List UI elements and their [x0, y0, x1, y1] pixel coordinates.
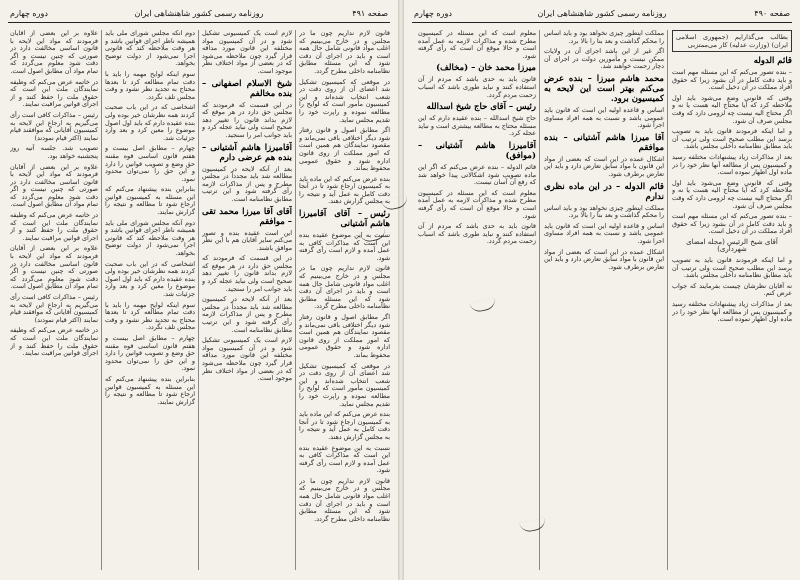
paragraph: قانون باید به حدی باشد که مردم از آن استفاده کنند و نباید طوری باشد که اسباب زحمت مردم گردد. — [418, 75, 536, 99]
paragraph: بنده عرض می‌کنم که این ماده باید به کمیسیون ارجاع شود تا در آنجا دقت کامل به عمل آید و نتیجه را به مجلس گزارش دهند. — [299, 410, 390, 441]
paragraph: اساس و قاعده اولیه این است که قانون باید عمومی باشد و نسبت به همه افراد مساوی اجرا شود. — [544, 221, 664, 245]
paragraph: اگر غیر از این باشد اجرای آن در ولایات ممکن نیست و مأمورین دولت در اجرای آن دچار زحمت خواهند شد. — [544, 47, 664, 71]
binding-gutter — [398, 0, 404, 580]
paragraph: – بنده تصور می‌کنم که این مسئله مهم است و باید دقت کامل در آن بشود زیرا که حقوق افراد مملکت در آن دخیل است. — [672, 68, 792, 92]
speaker-heading: رئیس – آقای آقامیرزا هاشم آشتیانی — [299, 209, 390, 230]
speaker-heading: آقامیرزا هاشم آشتیانی – بنده هم عرضی دارم — [202, 142, 292, 163]
right-column-1 — [672, 30, 792, 570]
left-page-number: صفحه ۴۹۱ — [352, 9, 388, 18]
speaker-heading: آقامیرزا هاشم آشتیانی – (موافق) — [418, 140, 536, 161]
paragraph: معلوم است که این مسئله در کمیسیون مطرح شده و مذاکرات لازمه به عمل آمده است و حالا موقع آن است که رأی گرفته شود. — [418, 188, 536, 220]
paragraph: اشکال عمده در این است که بعضی از مواد این قانون با مواد سابق تعارض دارد و باید این تعارض برطرف شود. — [544, 154, 664, 178]
right-page — [406, 0, 798, 580]
left-column-1 — [299, 30, 390, 570]
left-column-4 — [10, 30, 98, 570]
speaker-heading: میرزا محمد خان – (مخالف) — [436, 63, 536, 74]
paragraph: اساس و قاعده اولیه این است که قانون باید عمومی باشد و نسبت به همه افراد مساوی اجرا شود. — [544, 105, 664, 130]
paragraph: قانون لازم نداریم چون ما در مجلس و در خارج می‌بینیم که اغلب مواد قانونی شامل حال همه است و باید در اجرای آن دقت شود که این مسئله مطابق نظامنامه داخلی مطرح گردد. — [299, 476, 390, 523]
paragraph: در موقعی که کمیسیون تشکیل شد اعضای آن از روی دقت در شعب انتخاب شده‌اند و این کمیسیون مأمور است که لوایح را مطالعه نموده و راپرت خود را تقدیم مجلس نماید. — [299, 77, 390, 124]
paragraph: اشخاصی که در این باب صحبت کردند همه نظرشان خیر بوده ولی بنده عقیده دارم که باید اول اصول موضوع را معین کرد و بعد وارد جزئیات شد. — [105, 259, 195, 298]
paragraph: قانون لازم نداریم چون ما در مجلس و در خارج می‌بینیم که اغلب مواد قانونی شامل حال همه است و باید در اجرای آن دقت شود که این مسئله مطابق نظامنامه داخلی مطرح گردد. — [299, 30, 390, 75]
paragraph: علاوه بر این بعضی از آقایان فرمودند که مواد این لایحه با قانون اساسی مخالفت دارد در صورتی که چنین نیست و اگر دقت شود معلوم می‌گردد که تمام مواد آن مطابق اصول است. — [10, 30, 98, 75]
paragraph: بعد از مذاکرات زیاد پیشنهادات مختلفه رسید و کمیسیون پس از مطالعه آنها نظر خود را در ماده اول اظهار نموده است. — [672, 300, 792, 324]
paragraph: دوم آنکه مجلس شورای ملی باید همیشه ناظر اجرای قوانین باشد و هر وقت ملاحظه کند که قانونی اجرا نمی‌شود از دولت توضیح بخواهد. — [105, 218, 195, 258]
paragraph: بنده عرض می‌کنم که این ماده باید به کمیسیون ارجاع شود تا در آنجا دقت کامل به عمل آید و نتیجه را به مجلس گزارش دهند. — [299, 174, 390, 206]
paragraph: دوم آنکه مجلس شورای ملی باید همیشه ناظر اجرای قوانین باشد و هر وقت ملاحظه کند که قانونی اجرا نمی‌شود از دولت توضیح بخواهد. — [105, 30, 195, 68]
paragraph: بنابراین بنده پیشنهاد می‌کنم که این مسئله به کمیسیون قوانین ارجاع شود تا مطالعه و نتیجه را گزارش نمایند. — [105, 185, 195, 217]
paragraph: اشکال عمده در این است که بعضی از مواد این قانون با مواد سابق تعارض دارد و باید این تعارض برطرف شود. — [544, 247, 664, 271]
paragraph: وقتی که قانونی وضع می‌شود باید اول ملاحظه کرد که آیا محتاج الیه هست یا نه و اگر محتاج الیه نیست چه لزومی دارد که وقت مجلس صرف آن شود. — [672, 178, 792, 210]
column-rule — [101, 30, 102, 570]
paragraph: قانون باید به حدی باشد که مردم از آن استفاده کنند و نباید طوری باشد که اسباب زحمت مردم گردد. — [418, 222, 536, 246]
right-page-session: دوره چهارم — [414, 9, 452, 18]
speaker-heading: آقا میرزا هاشم آشتیانی – بنده موافقم — [544, 132, 664, 153]
paragraph: نه آقایان نظرشان چیست بفرمایند که جواب عرض کنم. — [672, 281, 792, 298]
paragraph: اگر مطابق اصول و قانون رفتار شود دیگر اختلافی باقی نمی‌ماند و مقصود نمایندگان هم همین است که امور مملکت از روی قانون اداره شود و حقوق عمومی محفوظ بماند. — [299, 126, 390, 173]
speaker-heading: قائم الدوله – در این ماده نظری ندارم — [544, 181, 664, 202]
paragraph: و اما اینکه فرمودند قانون باید به تصویب برسد این مطلب صحیح است ولی ترتیب آن باید مطابق نظامنامه داخلی مجلس باشد. — [672, 127, 792, 151]
paragraph: قانون لازم نداریم چون ما در مجلس و در خارج می‌بینیم که اغلب مواد قانونی شامل حال همه است و باید در اجرای آن دقت شود که این مسئله مطابق نظامنامه داخلی مطرح گردد. — [299, 264, 390, 311]
paragraph: حاج شیخ اسدالله – بنده عقیده دارم که این مسئله محتاج به مطالعه بیشتری است و نباید عجله کرد. — [418, 114, 536, 138]
paragraph: در این قسمت که فرمودند که مجلس حق دارد در هر موقع که لازم بداند قانون را تغییر دهد صحیح است ولی نباید عجله کرد و باید جوانب امر را سنجید. — [202, 100, 292, 139]
left-page-title: روزنامه رسمی کشور شاهنشاهی ایران — [134, 9, 264, 18]
paragraph: – بنده تصور می‌کنم که این مسئله مهم است و باید دقت کامل در آن بشود زیرا که حقوق افراد مملکت در آن دخیل است. — [672, 212, 792, 236]
speaker-heading: قائم الدوله — [753, 56, 792, 66]
paragraph: سوم اینکه لوایح مهمه را باید با دقت تمام مطالعه کرد تا بعدها محتاج به تجدید نظر نشود و وقت مجلس تلف نگردد. — [105, 69, 195, 101]
paragraph: اشخاصی که در این باب صحبت کردند همه نظرشان خیر بوده ولی بنده عقیده دارم که باید اول اصول موضوع را معین کرد و بعد وارد جزئیات شد. — [105, 103, 195, 142]
paragraph: علاوه بر این بعضی از آقایان فرمودند که مواد این لایحه با قانون اساسی مخالفت دارد در صورتی که چنین نیست و اگر دقت شود معلوم می‌گردد که تمام مواد آن مطابق اصول است. — [10, 244, 98, 291]
speaker-heading: محمد هاشم میرزا – بنده عرض می‌کنم بهتر است این لایحه به کمیسیون برود. — [544, 73, 664, 104]
paragraph: تصویب شد. جلسه آتیه روز پنجشنبه خواهد بود. — [10, 144, 98, 160]
paragraph: لازم است یک کمیسیونی تشکیل شود و در آن کمیسیون مواد مختلفه این قانون مورد مداقه قرار گیرد چون ملاحظه می‌شود که در بعضی از مواد اختلاف نظر موجود است. — [202, 30, 292, 75]
paragraph: بعد از مذاکرات زیاد پیشنهادات مختلفه رسید و کمیسیون پس از مطالعه آنها نظر خود را در ماده اول اظهار نموده است. — [672, 152, 792, 177]
signature-label: آقای شیخ الرئیس (مجله امضای شهرداری) — [686, 237, 778, 254]
paragraph: بعد از آنکه لایحه در کمیسیون مطالعه شد باید مجدداً در مجلس مطرح و پس از مذاکرات لازمه رأی گرفته شود و این ترتیب مطابق نظامنامه است. — [202, 164, 292, 203]
paragraph: قائم الدوله – بنده عرض می‌کنم که اگر این ماده تصویب شود اشکالاتی پیدا خواهد شد که رفع آن آسان نیست. — [418, 162, 536, 187]
paragraph: بعد از آنکه لایحه در کمیسیون مطالعه شد باید مجدداً در مجلس مطرح و پس از مذاکرات لازمه رأی گرفته شود و این ترتیب مطابق نظامنامه است. — [202, 295, 292, 334]
column-rule — [198, 30, 199, 570]
paragraph: نسبت به این موضوع عقیده بنده این است که مذاکرات کافی به عمل آمده و لازم است رأی گرفته شود. — [299, 231, 390, 262]
paragraph: و اما اینکه فرمودند قانون باید به تصویب برسد این مطلب صحیح است ولی ترتیب آن باید مطابق نظامنامه داخلی مجلس باشد. — [672, 256, 792, 280]
paragraph: مملکت اینطور چیزی نخواهد بود و باید اساس را محکم گذاشت و بعد بنا را بالا برد. — [544, 203, 664, 220]
left-page-session: دوره چهارم — [10, 9, 48, 18]
left-page-header — [8, 8, 390, 23]
left-column-2 — [202, 30, 292, 570]
paragraph: نسبت به این موضوع عقیده بنده این است که مذاکرات کافی به عمل آمده و لازم است رأی گرفته شود. — [299, 443, 390, 475]
column-rule — [539, 30, 540, 570]
paragraph: لازم است یک کمیسیونی تشکیل شود و در آن کمیسیون مواد مختلفه این قانون مورد مداقه قرار گیرد چون ملاحظه می‌شود که در بعضی از مواد اختلاف نظر موجود است. — [202, 336, 292, 383]
left-page — [2, 0, 396, 580]
paragraph: چهارم – مطابق اصل بیست و هفتم قانون اساسی قوه مقننه حق وضع و تصویب قوانین را دارد و این حق را نمی‌توان محدود نمود. — [105, 333, 195, 373]
paragraph: وقتی که قانونی وضع می‌شود باید اول ملاحظه کرد که آیا محتاج الیه هست یا نه و اگر محتاج الیه نیست چه لزومی دارد که وقت مجلس صرف آن شود. — [672, 93, 792, 125]
paragraph: چهارم – مطابق اصل بیست و هفتم قانون اساسی قوه مقننه حق وضع و تصویب قوانین را دارد و این حق را نمی‌توان محدود نمود. — [105, 144, 195, 183]
paragraph: اگر مطابق اصول و قانون رفتار شود دیگر اختلافی باقی نمی‌ماند و مقصود نمایندگان هم همین است که امور مملکت از روی قانون اداره شود و حقوق عمومی محفوظ بماند. — [299, 313, 390, 359]
column-rule — [667, 30, 668, 570]
paragraph: در خاتمه عرض می‌کنم که وظیفه نمایندگان ملت این است که حقوق ملت را حفظ کنند و از اجرای قوانین مراقبت نمایند. — [10, 77, 98, 109]
paragraph: بنابراین بنده پیشنهاد می‌کنم که این مسئله به کمیسیون قوانین ارجاع شود تا مطالعه و نتیجه را گزارش نمایند. — [105, 374, 195, 406]
paragraph: رئیس – مذاکرات کافی است رأی می‌گیریم به ارجاع این لایحه به کمیسیون آقایانی که موافقند قیام نمایند (اکثر قیام نمودند) — [10, 110, 98, 142]
speaker-heading: آقای آقا میرزا محمد تقی – موافقم — [202, 206, 292, 227]
left-column-3 — [105, 30, 195, 570]
paragraph: در موقعی که کمیسیون تشکیل شد اعضای آن از روی دقت در شعب انتخاب شده‌اند و این کمیسیون مأمور است که لوایح را مطالعه نموده و راپرت خود را تقدیم مجلس نماید. — [299, 361, 390, 408]
paragraph: در خاتمه عرض می‌کنم که وظیفه نمایندگان ملت این است که حقوق ملت را حفظ کنند و از اجرای قوانین مراقبت نمایند. — [10, 211, 98, 242]
paragraph: رئیس – مذاکرات کافی است رأی می‌گیریم به ارجاع این لایحه به کمیسیون آقایانی که موافقند قیام نمایند (اکثر قیام نمودند) — [10, 293, 98, 324]
paragraph: در این قسمت که فرمودند که مجلس حق دارد در هر موقع که لازم بداند قانون را تغییر دهد صحیح است ولی نباید عجله کرد و باید جوانب امر را سنجید. — [202, 254, 292, 293]
speaker-heading: شیخ الاسلام اصفهانی – بنده مخالفم — [202, 78, 292, 99]
paragraph: مملکت اینطور چیزی نخواهد بود و باید اساس را محکم گذاشت و بعد بنا را بالا برد. — [544, 30, 664, 45]
paragraph: این است عقیده بنده و تصور می‌کنم سایر آقایان هم با این نظر موافق باشند. — [202, 228, 292, 252]
right-page-header — [412, 8, 792, 23]
paragraph: سوم اینکه لوایح مهمه را باید با دقت تمام مطالعه کرد تا بعدها محتاج به تجدید نظر نشود و وقت مجلس تلف نگردد. — [105, 300, 195, 332]
column-rule — [295, 30, 296, 570]
right-column-2 — [544, 30, 664, 570]
paragraph: معلوم است که این مسئله در کمیسیون مطرح شده و مذاکرات لازمه به عمل آمده است و حالا موقع آن است که رأی گرفته شود. — [418, 30, 536, 60]
speaker-heading: رئیس – آقای حاج شیخ اسدالله — [426, 102, 536, 113]
right-page-number: صفحه ۴۹۰ — [754, 9, 790, 18]
heading-box: بطالب می‌گذارایم (جمهوری اسلامی ایران) (وزارت عدلیه) کار می‌ممتزبی — [672, 30, 792, 52]
right-page-title: روزنامه رسمی کشور شاهنشاهی ایران — [537, 9, 667, 18]
paragraph: علاوه بر این بعضی از آقایان فرمودند که مواد این لایحه با قانون اساسی مخالفت دارد در صورتی که چنین نیست و اگر دقت شود معلوم می‌گردد که تمام مواد آن مطابق اصول است. — [10, 162, 98, 209]
paragraph: در خاتمه عرض می‌کنم که وظیفه نمایندگان ملت این است که حقوق ملت را حفظ کنند و از اجرای قوانین مراقبت نمایند. — [10, 326, 98, 358]
